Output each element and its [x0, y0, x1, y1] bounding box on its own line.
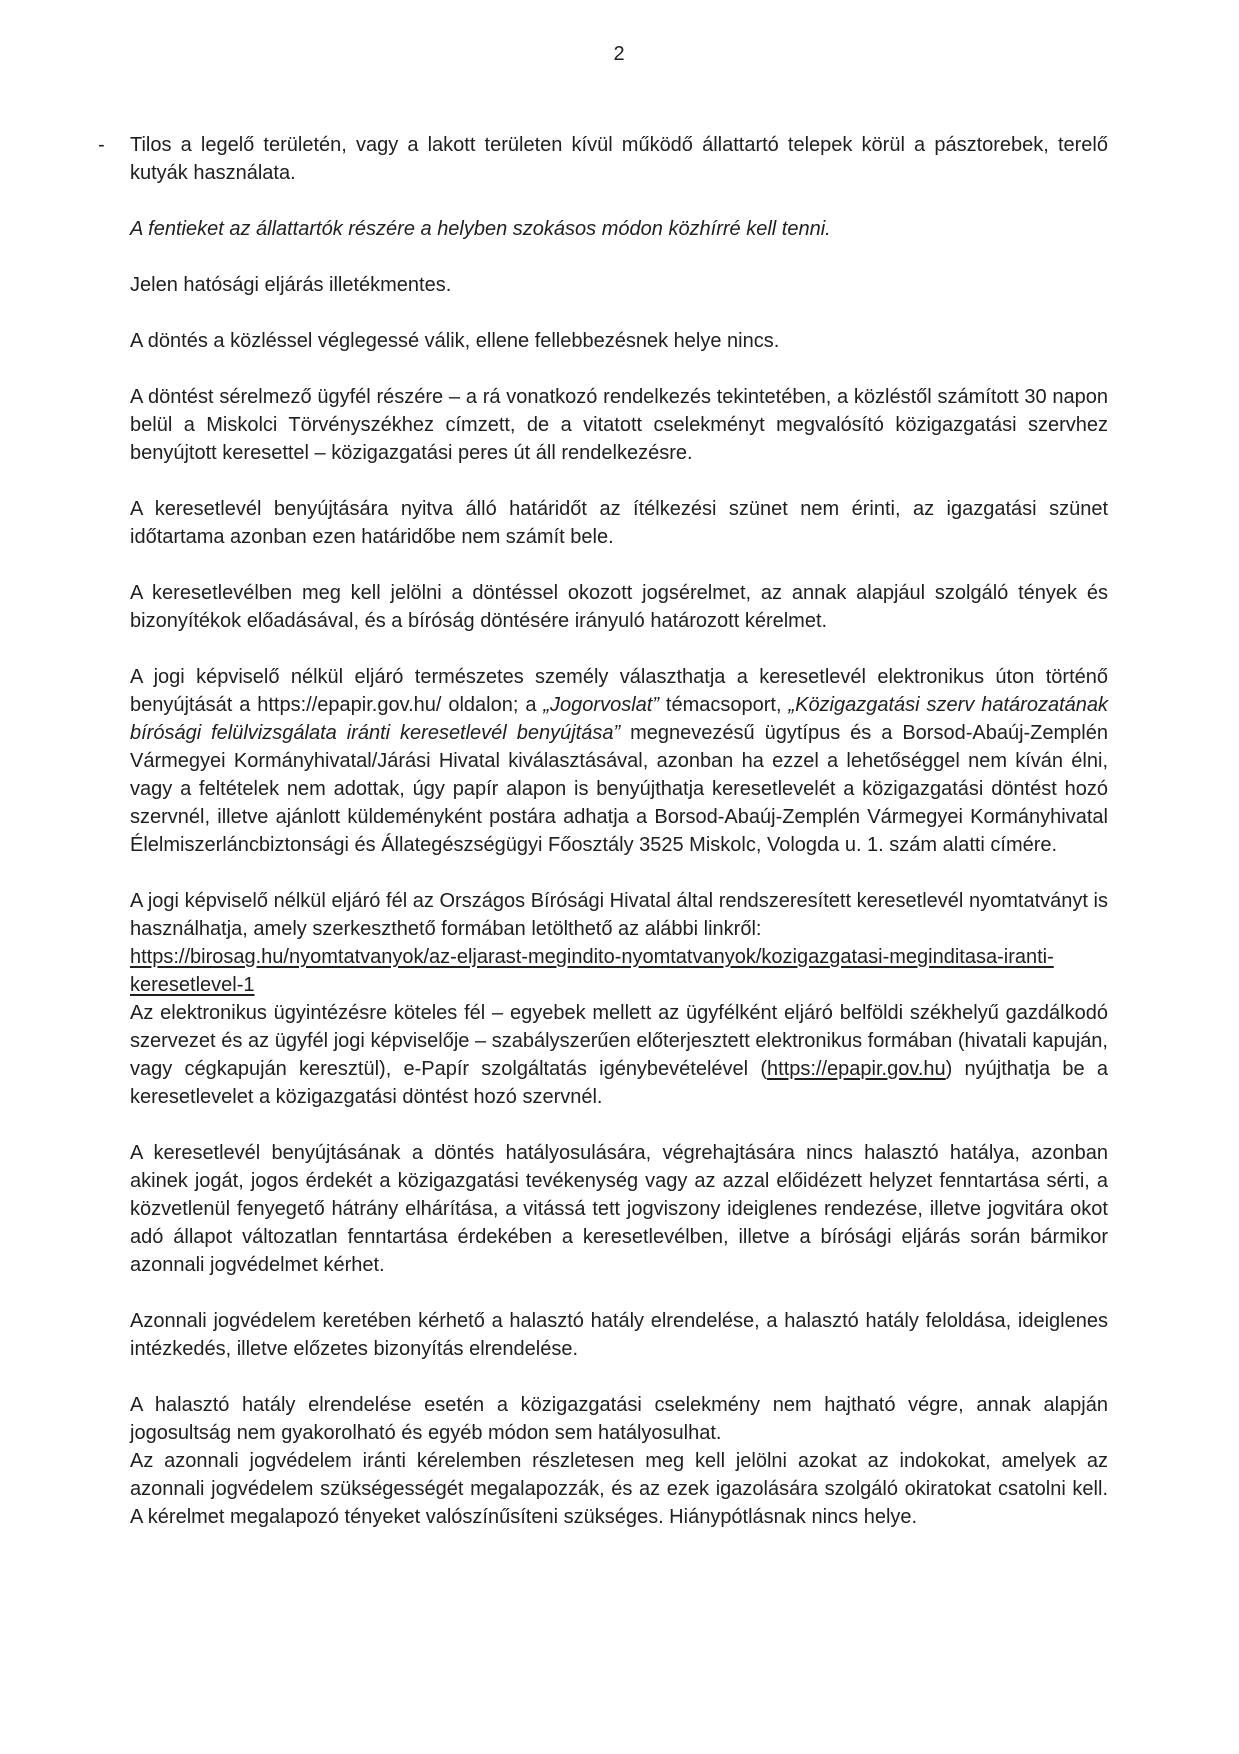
text-segment: A keresetlevélben meg kell jelölni a döntéssel okozott jogsérelmet, az annak alapjául szolgáló tények és bizonyítékok előadásával, és a bíróság döntésére irányuló határozott kérelmet.	[130, 582, 1108, 632]
list-item	[98, 131, 1108, 187]
paragraph	[130, 663, 1108, 859]
text-segment: A jogi képviselő nélkül eljáró fél az Országos Bírósági Hivatal által rendszeresített keresetlevél nyomtatványt is használhatja, amely szerkeszthető formában letölthető az alábbi linkről:	[130, 890, 1108, 940]
paragraph	[130, 999, 1108, 1111]
paragraph	[130, 215, 1108, 243]
text-segment: Jelen hatósági eljárás illetékmentes.	[130, 274, 452, 296]
text-segment: megnevezésű ügytípus és a Borsod-Abaúj-Zemplén Vármegyei Kormányhivatal/Járási Hivatal kiválasztásával, azonban ha ezzel a lehetőséggel nem kíván élni, vagy a feltételek nem adottak, úgy papír alapon is benyújthatja keresetlevelét a közigazgatási döntést hozó szervnél, illetve ajánlott küldeményként postára adhatja a Borsod-Abaúj-Zemplén Vármegyei Kormányhivatal Élelmiszerláncbiztonsági és Állategészségügyi Főosztály 3525 Miskolc, Vologda u. 1. szám alatti címére.	[130, 722, 1108, 856]
paragraph	[130, 579, 1108, 635]
paragraph	[130, 1307, 1108, 1363]
text-segment: ) nyújthatja be a keresetlevelet a közigazgatási döntést hozó szervnél.	[130, 1058, 1108, 1108]
hyperlink[interactable]: https://epapir.gov.hu	[767, 1058, 946, 1080]
list-bullet-marker: -	[98, 134, 105, 156]
text-segment: „Jogorvoslat”	[543, 694, 659, 716]
paragraph	[130, 1139, 1108, 1279]
page-number: 2	[613, 43, 625, 65]
paragraph	[130, 327, 1108, 355]
text-segment: A jogi képviselő nélkül eljáró természetes személy választhatja a keresetlevél elektronikus úton történő benyújtását a https://epapir.gov.hu/ oldalon; a	[130, 666, 1108, 716]
text-segment: témacsoport,	[659, 694, 789, 716]
text-segment: A keresetlevél benyújtásának a döntés hatályosulására, végrehajtására nincs halasztó hatálya, azonban akinek jogát, jogos érdekét a közigazgatási tevékenység vagy az azzal előidézett helyzet fenntartása sérti, a közvetlenül fenyegető hátrány elhárítása, a vitássá tett jogviszony ideiglenes rendezése, illetve jogvitára okot adó állapot változatlan fenntartása érdekében a keresetlevélben, illetve a bírósági eljárás során bármikor azonnali jogvédelmet kérhet.	[130, 1142, 1108, 1276]
text-segment: A döntés a közléssel véglegessé válik, ellene fellebbezésnek helye nincs.	[130, 330, 780, 352]
paragraph	[130, 943, 1108, 999]
text-segment: „Közigazgatási szerv határozatának bírósági felülvizsgálata iránti keresetlevél benyújtása”	[130, 694, 1108, 744]
paragraph	[130, 887, 1108, 943]
text-segment: Az elektronikus ügyintézésre köteles fél – egyebek mellett az ügyfélként eljáró belföldi székhelyű gazdálkodó szervezet és az ügyfél jogi képviselője – szabályszerűen előterjesztett elektronikus formában (hivatali kapuján, vagy cégkapuján keresztül), e-Papír szolgáltatás igénybevételével (	[130, 1002, 1108, 1080]
text-segment: A keresetlevél benyújtására nyitva álló határidőt az ítélkezési szünet nem érinti, az igazgatási szünet időtartama azonban ezen határidőbe nem számít bele.	[130, 498, 1108, 548]
paragraph	[130, 495, 1108, 551]
paragraph	[130, 1447, 1108, 1531]
text-segment: A fentieket az állattartók részére a helyben szokásos módon közhírré kell tenni.	[130, 218, 831, 240]
text-segment: A halasztó hatály elrendelése esetén a közigazgatási cselekmény nem hajtható végre, annak alapján jogosultság nem gyakorolható és egyéb módon sem hatályosulhat.	[130, 1394, 1108, 1444]
text-segment: Tilos a legelő területén, vagy a lakott területen kívül működő állattartó telepek körül a pásztorebek, terelő kutyák használata.	[130, 134, 1108, 184]
text-segment: Azonnali jogvédelem keretében kérhető a halasztó hatály elrendelése, a halasztó hatály feloldása, ideiglenes intézkedés, illetve előzetes bizonyítás elrendelése.	[130, 1310, 1108, 1360]
paragraph	[130, 271, 1108, 299]
hyperlink[interactable]: https://birosag.hu/nyomtatvanyok/az-eljarast-megindito-nyomtatvanyok/kozigazgatasi-meginditasa-iranti-keresetlevel-1	[130, 946, 1054, 996]
document-body	[98, 131, 1108, 1531]
text-segment: A döntést sérelmező ügyfél részére – a rá vonatkozó rendelkezés tekintetében, a közléstől számított 30 napon belül a Miskolci Törvényszékhez címzett, de a vitatott cselekményt megvalósító közigazgatási szervhez benyújtott keresettel – közigazgatási peres út áll rendelkezésre.	[130, 386, 1108, 464]
paragraph	[130, 1391, 1108, 1447]
text-segment: Az azonnali jogvédelem iránti kérelemben részletesen meg kell jelölni azokat az indokokat, amelyek az azonnali jogvédelem szükségességét megalapozzák, és az ezek igazolására szolgáló okiratokat csatolni kell. A kérelmet megalapozó tényeket valószínűsíteni szükséges. Hiánypótlásnak nincs helye.	[130, 1450, 1108, 1528]
paragraph	[130, 383, 1108, 467]
